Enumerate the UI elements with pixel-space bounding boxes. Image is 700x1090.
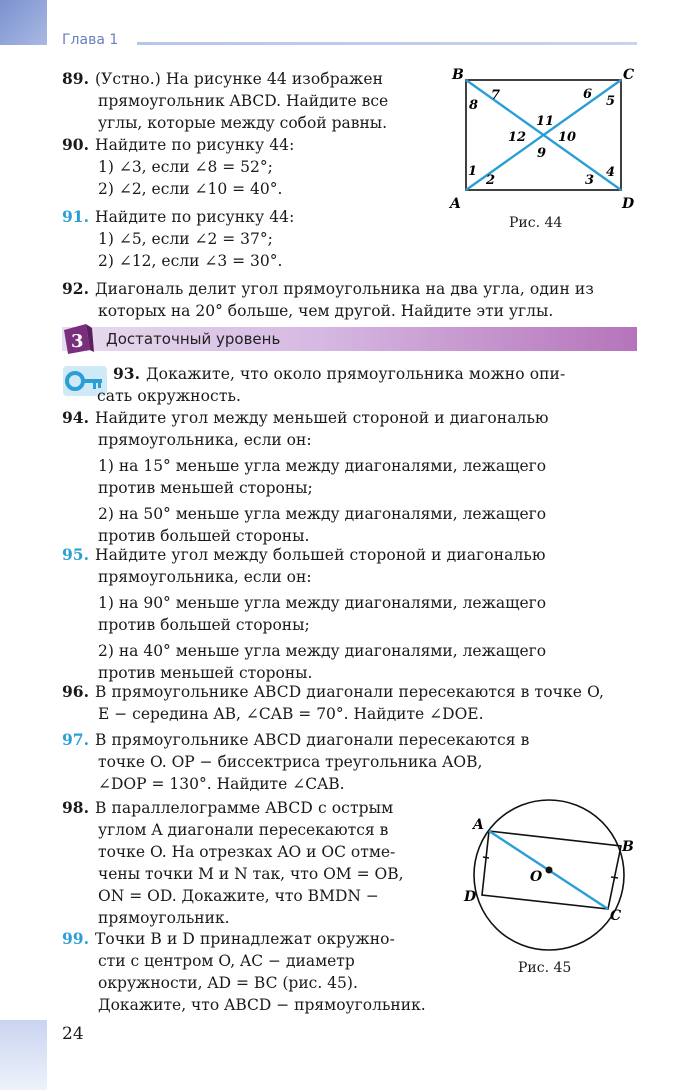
angle-label-1: 1 xyxy=(468,164,478,179)
problem-90: 90. Найдите по рисунку 44: 1) ∠3, если ∠8 = 52°; 2) ∠2, если ∠10 = 40°. xyxy=(62,135,295,198)
angle-label-2: 2 xyxy=(486,173,496,188)
vertex-label-a: A xyxy=(473,817,484,833)
angle-label-3: 3 xyxy=(585,173,595,188)
problem-number: 93. xyxy=(113,364,140,383)
problem-number: 91. xyxy=(62,207,89,226)
figure-44-caption: Рис. 44 xyxy=(509,215,563,231)
tick-mark-bc xyxy=(611,877,618,878)
vertex-label-b: B xyxy=(622,839,634,855)
problem-number: 89. xyxy=(62,69,89,88)
problem-94: 94. Найдите угол между меньшей стороной и диагональю прямоугольника, если он: 1) на 15° меньше угла между диагоналями, лежащего против меньшей стороны; 2) на 50° меньше угла между диагоналями, лежащего против большей стороны. xyxy=(62,408,549,545)
problem-96: 96. В прямоугольнике ABCD диагонали пересекаются в точке O, E − середина AB, ∠CAB = 70°. Найдите ∠DOE. xyxy=(62,682,604,723)
angle-label-7: 7 xyxy=(491,88,501,103)
problem-number: 92. xyxy=(62,279,89,298)
problem-95: 95. Найдите угол между большей стороной и диагональю прямоугольника, если он: 1) на 90° меньше угла между диагоналями, лежащего против большей стороны; 2) на 40° меньше угла между диагоналями, лежащего против меньшей стороны. xyxy=(62,545,547,682)
center-label-o: O xyxy=(530,869,543,885)
angle-label-9: 9 xyxy=(537,146,547,161)
level-badge-icon xyxy=(60,322,94,356)
angle-label-4: 4 xyxy=(606,165,616,180)
problem-number: 99. xyxy=(62,929,89,948)
center-point xyxy=(546,867,553,874)
vertex-label-a: A xyxy=(450,196,461,212)
chapter-label: Глава 1 xyxy=(62,32,119,48)
problem-89: 89. (Устно.) На рисунке 44 изображен прямоугольник ABCD. Найдите все углы, которые между собой равны. xyxy=(62,69,389,132)
level-title: Достаточный уровень xyxy=(106,330,281,348)
problem-99: 99. Точки B и D принадлежат окружно- сти с центром O, AC − диаметр окружности, AD = BC (рис. 45). Докажите, что ABCD − прямоугольник. xyxy=(62,929,426,1014)
problem-number: 98. xyxy=(62,798,89,817)
level-badge-number: 3 xyxy=(71,331,84,352)
level-banner xyxy=(62,327,637,351)
angle-label-8: 8 xyxy=(469,98,479,113)
corner-decoration-bottom xyxy=(0,1020,47,1090)
problem-number: 90. xyxy=(62,135,89,154)
angle-label-6: 6 xyxy=(583,87,593,102)
circle xyxy=(474,800,624,950)
vertex-label-c: C xyxy=(623,67,635,83)
corner-decoration-top xyxy=(0,0,47,45)
page-number: 24 xyxy=(62,1024,84,1044)
angle-label-10: 10 xyxy=(558,130,577,145)
header-rule xyxy=(137,42,637,45)
vertex-label-c: C xyxy=(610,908,622,924)
tick-mark-ad xyxy=(483,857,489,858)
problem-number: 97. xyxy=(62,730,89,749)
problem-92: 92. Диагональ делит угол прямоугольника на два угла, один из которых на 20° больше, чем другой. Найдите эти углы. xyxy=(62,279,594,320)
figure-45 xyxy=(458,795,642,957)
problem-97: 97. В прямоугольнике ABCD диагонали пересекаются в точке O. OP − биссектриса треугольника AOB, ∠DOP = 130°. Найдите ∠CAB. xyxy=(62,730,530,793)
angle-label-5: 5 xyxy=(606,94,616,109)
figure-44 xyxy=(448,66,638,212)
angle-label-11: 11 xyxy=(536,114,555,129)
vertex-label-d: D xyxy=(464,889,477,905)
problem-98: 98. В параллелограмме ABCD с острым углом A диагонали пересекаются в точке O. На отрезках AO и OC отме- чены точки M и N так, что OM = OB, ON = OD. Докажите, что BMDN − прямоугольник. xyxy=(62,798,404,927)
problem-93: 93. Докажите, что около прямоугольника можно опи- сать окружность. xyxy=(97,364,566,405)
problem-number: 95. xyxy=(62,545,89,564)
vertex-label-d: D xyxy=(622,196,635,212)
problem-91: 91. Найдите по рисунку 44: 1) ∠5, если ∠2 = 37°; 2) ∠12, если ∠3 = 30°. xyxy=(62,207,295,270)
figure-45-caption: Рис. 45 xyxy=(518,960,572,976)
problem-number: 94. xyxy=(62,408,89,427)
vertex-label-b: B xyxy=(452,67,464,83)
problem-number: 96. xyxy=(62,682,89,701)
angle-label-12: 12 xyxy=(508,130,527,145)
